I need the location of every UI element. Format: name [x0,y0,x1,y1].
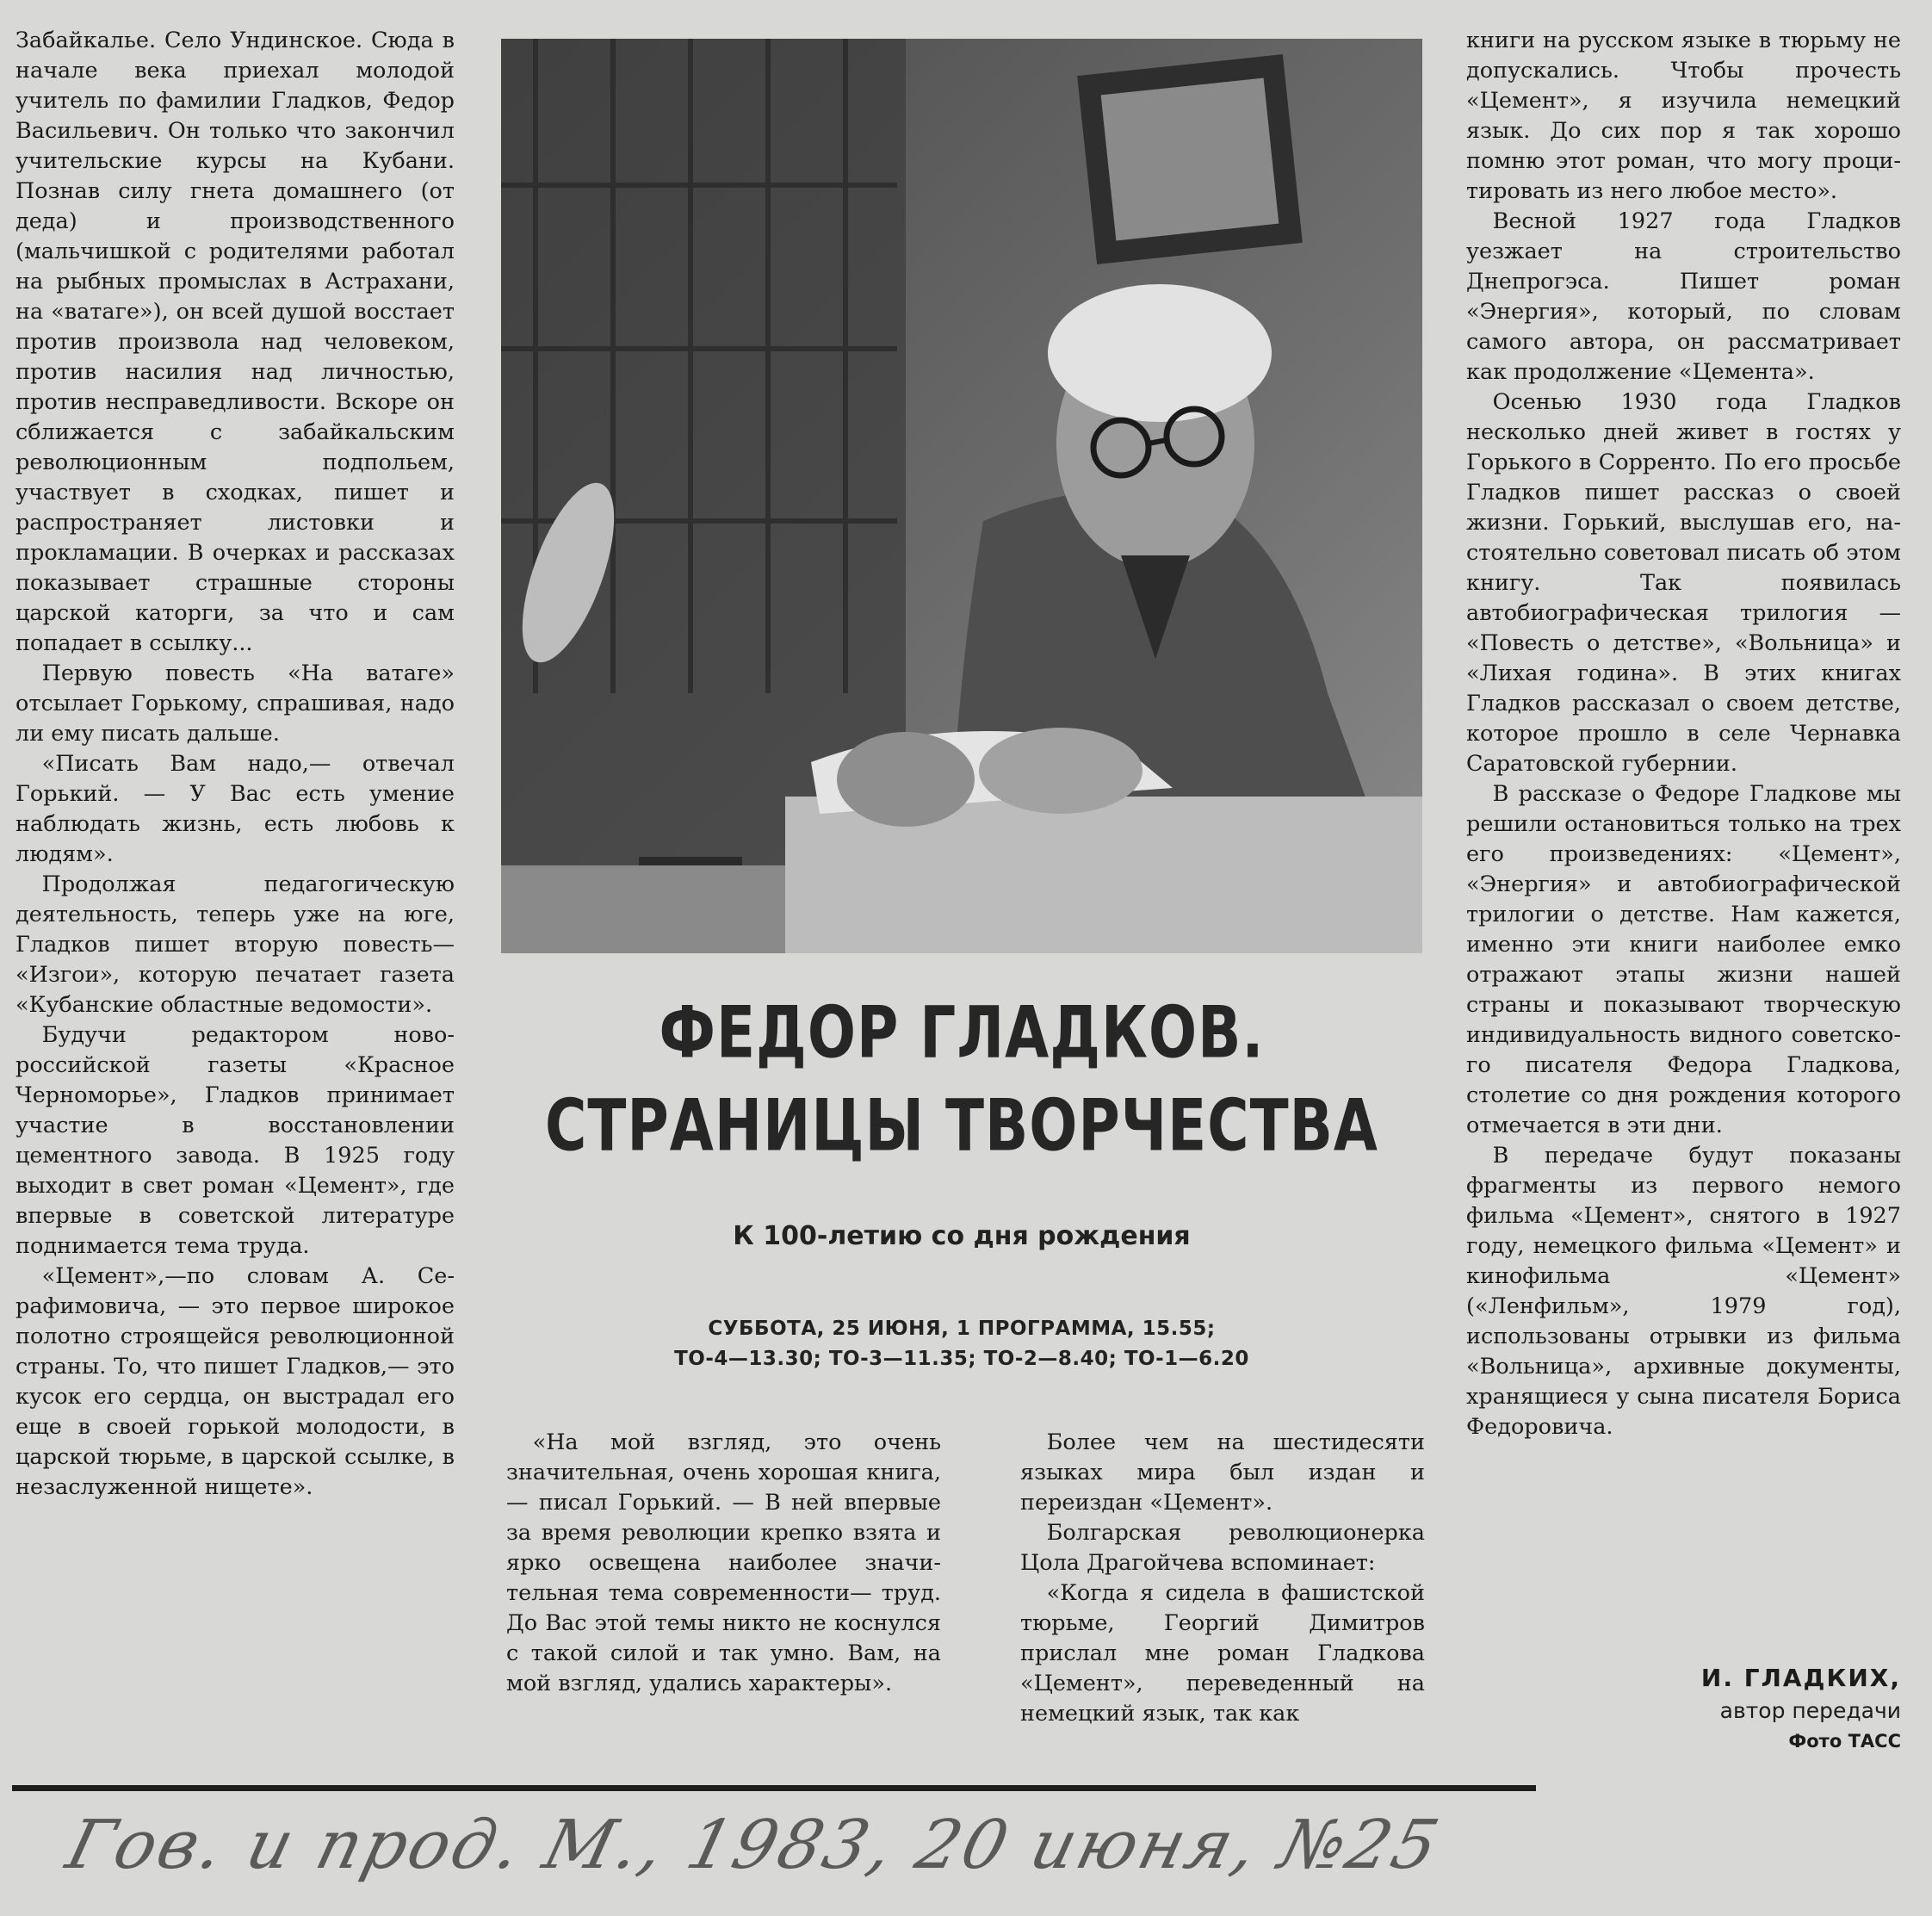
paragraph: «Цемент»,—по словам А. Серафимовича, — это первое широкое полотно строящейся революционной страны. То, что пишет Гладков,— это кусок его сердца, он выстрадал его еще в своей горькой молодости, в царской тюрьме, в царской ссылке, в незаслуженной нищете». [15,1263,455,1500]
article-column-middle-2 [1020,1428,1425,1729]
author-portrait-photo [501,39,1422,953]
paragraph: Будучи редактором новороссийской газеты «Красное Черноморье», Гладков принимает участие в восстановлении цементного завода. В 1925 году выходит в свет роман «Цемент», где впервые в советской литературе поднимается тема труда. [15,1022,455,1259]
paragraph: Осенью 1930 года Гладков несколько дней живет в гостях у Горького в Сорренто. По его просьбе Гладков пишет рассказ о своей жизни. Горький, выслушав его, настоятельно советовал писать об этом книгу. Так появилась автобиографическая трилогия — «Повесть о детстве», «Вольница» и «Лихая година». В этих книгах Гладков рассказал о своем детстве, которое прошло в селе Чернавка Саратовской губернии. [1466,389,1901,777]
paragraph: «На мой взгляд, это очень значительная, очень хорошая книга, — писал Горький. — В ней впервые за время революции крепко взята и ярко освещена наиболее значительная тема современности— труд. До Вас этой темы никто не коснулся с такой силой и так умно. Вам, на мой взгляд, удались характеры». [506,1429,941,1696]
article-column-right [1466,26,1901,1442]
subheadline: К 100-летию со дня рождения [733,1221,1191,1251]
paragraph: Продолжая педагогическую деятельность, теперь уже на юге, Гладков пишет вторую повесть— «Изгои», которую печатает газета «Кубанские областные ведомости». [15,871,455,1018]
article-column-left [15,26,455,1503]
paragraph: В передаче будут показаны фрагменты из первого немого фильма «Цемент», снятого в 1927 году, немецкого фильма «Цемент» и кинофильма «Цемент» («Ленфильм», 1979 год), использованы отрывки из фильма «Вольница», архивные документы, хранящиеся у сына писателя Бориса Федоровича. [1466,1143,1901,1440]
paragraph: Забайкалье. Село Ундинское. Сюда в начале века приехал молодой учитель по фамилии Гладков, Федор Васильевич. Он только что закончил учительские курсы на Кубани. Познав силу гнета домашнего (от деда) и производственного (мальчишкой с родителями работал на рыбных промыслах в Астрахани, на «ватаге»), он всей душой восстает против произвола над человеком, против насилия над личностью, против несправедливости. Вскоре он сближается с забайкальским революционным подпольем, участвует в сходках, пишет и распространяет листовки и прокламации. В очерках и рассказах показывает страшные стороны царской каторги, за что и сам попадает в ссылку... [15,28,455,656]
portrait-illustration [501,39,1422,953]
paragraph: Весной 1927 года Гладков уезжает на строительство Днепрогэса. Пишет роман «Энергия», который, по словам самого автора, он рассматривает как продолжение «Цемента». [1466,208,1901,385]
broadcast-schedule-line-1: СУББОТА, 25 ИЮНЯ, 1 ПРОГРАММА, 15.55; [708,1318,1216,1340]
bottom-rule [12,1785,1536,1791]
article-column-middle-1 [506,1428,941,1699]
paragraph: «Когда я сидела в фашистской тюрьме, Георгий Димитров прислал мне роман Гладкова «Цемент», переведенный на немецкий язык, так как [1020,1580,1425,1727]
paragraph: Болгарская революционерка Цола Драгойчева вспоминает: [1020,1520,1425,1576]
headline-line-2: СТРАНИЦЫ ТВОРЧЕСТВА [544,1084,1379,1168]
author-signature: И. ГЛАДКИХ, [1700,1664,1901,1692]
handwritten-source-note: Гов. и прод. М., 1983, 20 июня, №25 [59,1807,1448,1884]
author-role: автор передачи [1719,1698,1901,1723]
headline-line-1: ФЕДОР ГЛАДКОВ. [659,991,1265,1075]
paragraph: В рассказе о Федоре Гладкове мы решили остановиться только на трех его произведениях: «Цемент», «Энергия» и автобиографической трилогии о детстве. Нам кажется, именно эти книги наиболее емко отражают этапы жизни нашей страны и показывают творческую индивидуальность видного советского писателя Федора Гладкова, столетие со дня рождения которого отмечается в эти дни. [1466,781,1901,1138]
paragraph: Первую повесть «На ватаге» отсылает Горькому, спрашивая, надо ли ему писать дальше. [15,660,455,747]
broadcast-schedule-line-2: ТО-4—13.30; ТО-3—11.35; ТО-2—8.40; ТО-1—6.20 [674,1348,1249,1370]
photo-credit: Фото ТАСС [1788,1731,1901,1752]
paragraph: «Писать Вам надо,— отвечал Горький. — У Вас есть умение наблюдать жизнь, есть любовь к людям». [15,751,455,867]
paragraph: книги на русском языке в тюрьму не допускались. Чтобы прочесть «Цемент», я изучила немецкий язык. До сих пор я так хорошо помню этот роман, что могу процитировать из него любое место». [1466,28,1901,204]
paragraph: Более чем на шестидесяти языках мира был издан и переиздан «Цемент». [1020,1429,1425,1516]
